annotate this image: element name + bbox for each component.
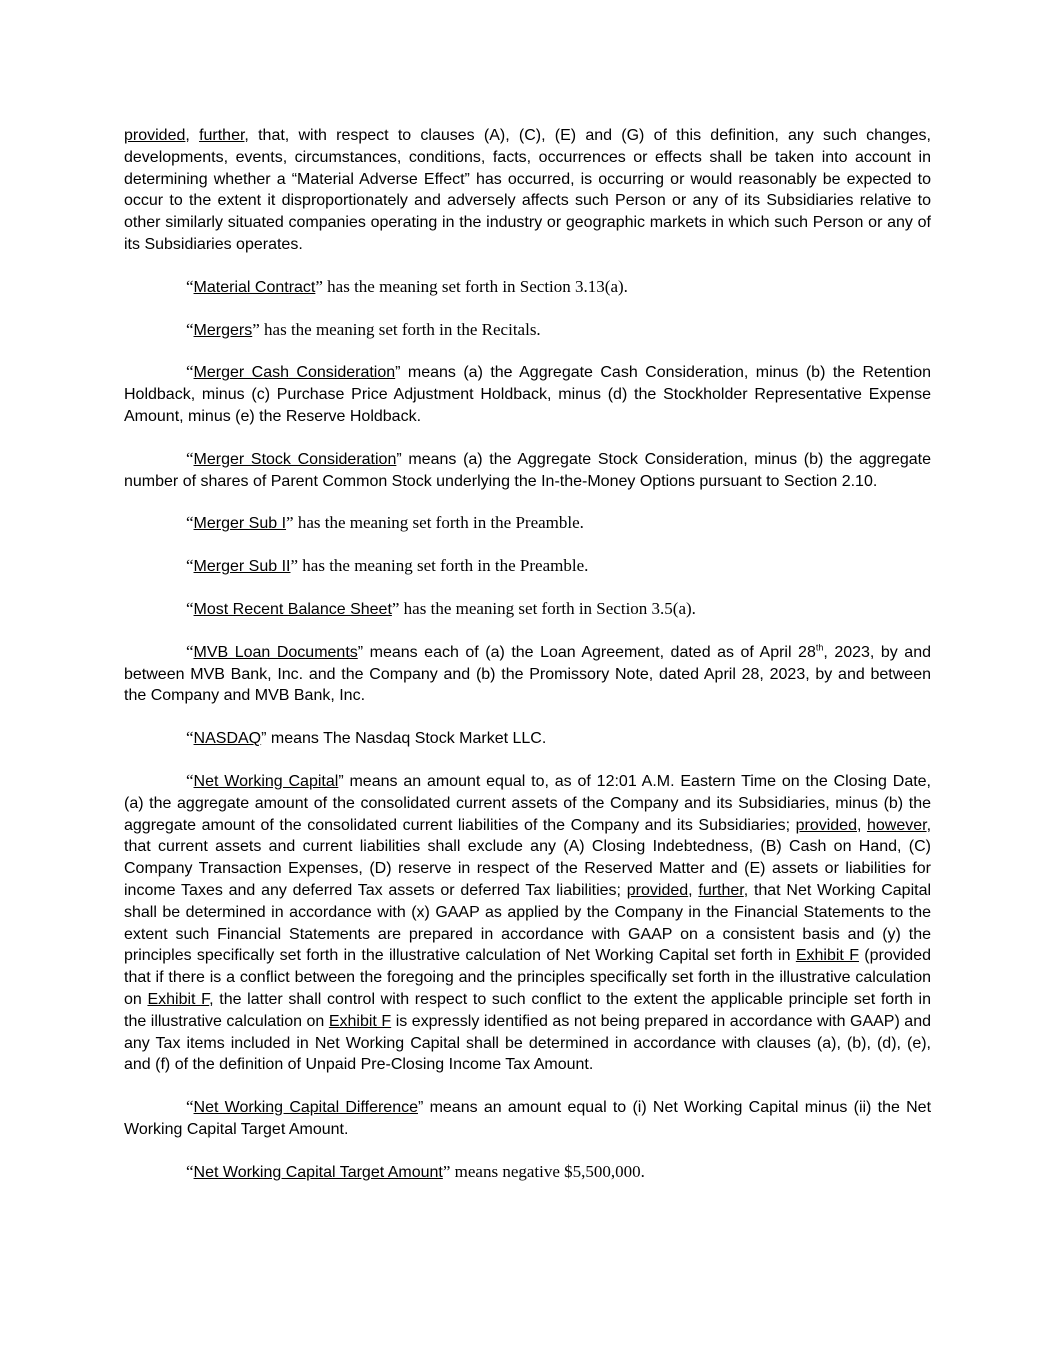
definition-merger-stock-consideration: “Merger Stock Consideration” means (a) the Aggregate Stock Consideration, minus (b) the aggregate number of shares of Parent Common Stock underlying the In-the-Money Options pursuant to Section 2.10. (124, 448, 932, 490)
definition-mergers: “Mergers” has the meaning set forth in the Recitals. (186, 319, 541, 339)
definition-net-working-capital-difference: “Net Working Capital Difference” means an amount equal to (i) Net Working Capital minus (ii) the Net Working Capital Target Amount. (124, 1097, 932, 1138)
definition-merger-sub-ii: “Merger Sub II” has the meaning set forth in the Preamble. (186, 556, 589, 576)
defined-term: Net Working Capital Target Amount (193, 1163, 443, 1181)
further-term: further (199, 127, 245, 144)
defined-term: Net Working Capital Difference (193, 1099, 418, 1117)
document-page (124, 125, 931, 1203)
provided-term: provided (124, 127, 186, 144)
definition-merger-sub-i: “Merger Sub I” has the meaning set forth in the Preamble. (186, 513, 584, 533)
defined-term: Merger Sub II (193, 558, 291, 576)
definition-most-recent-balance-sheet: “Most Recent Balance Sheet” has the meaning set forth in Section 3.5(a). (186, 598, 696, 618)
exhibit-f-reference: Exhibit F (147, 990, 210, 1008)
defined-term: Merger Sub I (193, 515, 287, 533)
definition-net-working-capital-target-amount: “Net Working Capital Target Amount” means negative $5,500,000. (186, 1161, 645, 1181)
defined-term: Mergers (193, 321, 253, 339)
defined-term: Merger Cash Consideration (193, 364, 396, 382)
defined-term: Material Contract (193, 278, 316, 296)
defined-term: NASDAQ (193, 730, 262, 748)
defined-term: Most Recent Balance Sheet (193, 600, 392, 618)
exhibit-f-reference: Exhibit F (328, 1012, 392, 1030)
definition-nasdaq: “NASDAQ” means The Nasdaq Stock Market LLC. (186, 728, 547, 748)
definition-net-working-capital: “Net Working Capital” means an amount equal to, as of 12:01 A.M. Eastern Time on the Closing Date, (a) the aggregate amount of the consolidated current assets of the Company and its Subsidiaries, minus (b) the aggregate amount of the consolidated current liabilities of the Company and its Subsidiaries; provided, however, that current assets and current liabilities shall exclude any (A) Closing Indebtedness, (B) Cash on Hand, (C) Company Transaction Expenses, (D) reserve in respect of the Reserved Matter and (E) assets or liabilities for income Taxes and any deferred Tax assets or deferred Tax liabilities; provided, further, that Net Working Capital shall be determined in accordance with (x) GAAP as applied by the Company in the Financial Statements to the extent such Financial Statements are prepared in accordance with GAAP on a consistent basis and (y) the principles specifically set forth in the illustrative calculation of Net Working Capital set forth in Exhibit F (provided that if there is a conflict between the foregoing and the principles specifically set forth in the illustrative calculation on Exhibit F, the latter shall control with respect to such conflict to the extent the applicable principle set forth in the illustrative calculation on Exhibit F is expressly identified as not being prepared in accordance with GAAP) and any Tax items included in Net Working Capital shall be determined in accordance with clauses (a), (b), (d), (e), and (f) of the definition of Unpaid Pre-Closing Income Tax Amount. (124, 770, 932, 1074)
exhibit-f-reference: Exhibit F (795, 947, 859, 965)
defined-term: MVB Loan Documents (193, 643, 358, 661)
defined-term: Merger Stock Consideration (193, 450, 397, 468)
definition-material-contract: “Material Contract” has the meaning set forth in Section 3.13(a). (186, 276, 628, 296)
defined-term: Net Working Capital (193, 772, 339, 790)
definition-merger-cash-consideration: “Merger Cash Consideration” means (a) the Aggregate Cash Consideration, minus (b) the Retention Holdback, minus (c) Purchase Price Adjustment Holdback, minus (d) the Stockholder Representative Expense Amount, minus (e) the Reserve Holdback. (124, 362, 931, 425)
definition-mvb-loan-documents: “MVB Loan Documents” means each of (a) the Loan Agreement, dated as of April 28th, 2023, by and between MVB Bank, Inc. and the Company and (b) the Promissory Note, dated April 28, 2023, by and between the Company and MVB Bank, Inc. (124, 641, 931, 705)
continuation-paragraph: provided, further, that, with respect to clauses (A), (C), (E) and (G) of this definition, any such changes, developments, events, circumstances, conditions, facts, occurrences or effects shall be taken into account in determining whether a “Material Adverse Effect” has occurred, is occurring or would reasonably be expected to occur to the extent it disproportionately and adversely affects such Person or any of its Subsidiaries relative to other similarly situated companies operating in the industry or geographic markets in which such Person or any of its Subsidiaries operates. (124, 127, 932, 253)
